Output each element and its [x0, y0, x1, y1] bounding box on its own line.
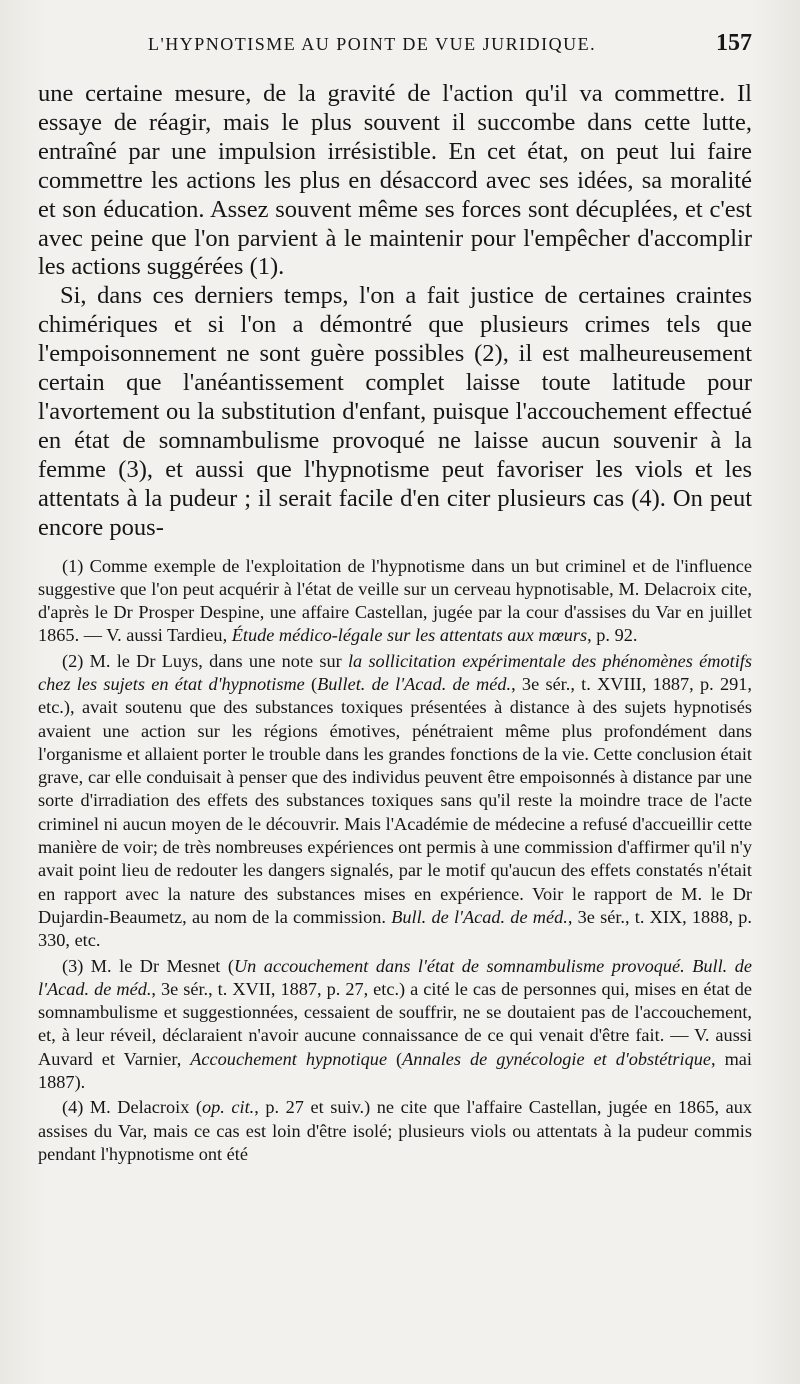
footnote-2-title: la sollicitation expérimentale des phénomènes émotifs chez les sujets en état d'hypnotisme — [38, 650, 752, 694]
footnote-3-text: (3) M. le Dr Mesnet ( — [62, 955, 234, 976]
footnote-4-text: (4) M. Delacroix ( — [62, 1097, 202, 1118]
paragraph-1-end: . — [278, 253, 285, 281]
footnote-ref-3: (3) — [118, 455, 147, 483]
footnote-1-text: (1) Comme exemple de l'exploitation de l'hypnotisme dans un but criminel et de l'influence suggestive que l'on peut acquérir à l'état de veille sur un cerveau hypnotisable, M. Delacroix cite, d'après le Dr Prosper Despine, une affaire Castellan, jugée par la cour d'assises du Var en juillet 1865. — V. aussi Tardieu, — [38, 555, 752, 646]
footnote-3 — [38, 955, 752, 1095]
main-text — [38, 80, 752, 543]
footnote-2-text: (2) M. le Dr Luys, dans une note sur — [62, 650, 348, 671]
footnote-2-text-c: , 3e sér., t. XVIII, 1887, p. 291, etc.), avait soutenu que des substances toxiques présentées à distance à des sujets hypnotisés avaient une action sur les régions émotives, pénétraient même plus profondément dans l'organisme et allaient porter le trouble dans les grandes fonctions de la vie. Cette conclusion était grave, car elle conduisait à penser que des individus peuvent être empoisonnés à distance par une sorte d'irradiation des effets des substances toxiques sans qu'il reste la moindre trace de l'acte criminel ni aucun moyen de le découvrir. Mais l'Académie de médecine a refusé d'accueillir cette manière de voir; de très nombreuses expériences ont permis à une commission d'affirmer qu'il n'y avait point lieu de redouter les dangers signalés, par le motif qu'aucun des effets constatés n'était en rapport avec la nature des substances mises en expérience. Voir le rapport de M. le Dr Dujardin-Beaumetz, au nom de la commission. — [38, 673, 752, 927]
footnote-ref-4: (4) — [631, 484, 660, 512]
footnote-2-text-b: ( — [304, 673, 318, 694]
footnote-2-end: , 3e sér., t. XIX, 1888, p. 330, etc. — [38, 906, 752, 951]
footnote-ref-1: (1) — [249, 253, 279, 281]
footnote-3-end: , mai 1887). — [38, 1048, 752, 1093]
footnote-4-citation: op. cit. — [202, 1097, 255, 1118]
footnote-ref-2: (2) — [474, 340, 503, 368]
footnote-4-end: , p. 27 et suiv.) ne cite que l'affaire Castellan, jugée en 1865, aux assises du Var, mais ce cas est loin d'être isolé; plusieurs viols ou attentats à la pudeur commis pendant l'hypnotisme ont été — [38, 1097, 753, 1164]
footnote-3-text-b: , 3e sér., t. XVII, 1887, p. 27, etc.) a cité le cas de personnes qui, mises en état de somnambulisme et suggestionnées, cessaient de souffrir, ne se doutaient pas de l'accouchement, et, à leur réveil, déclaraient n'avoir aucune connaissance de ce qui venait d'être fait. — V. aussi Auvard et Varnier, — [38, 978, 752, 1069]
paragraph-2-part-a: Si, dans ces derniers temps, l'on a fait justice de certaines craintes chimériques et si l'on a démontré que plusieurs crimes tels que l'empoisonnement ne sont guère possibles — [38, 282, 752, 368]
footnote-3-journal: Annales de gynécologie et d'obstétrique — [402, 1048, 712, 1069]
footnote-2 — [38, 650, 752, 953]
paragraph-1 — [38, 80, 752, 282]
running-title: L'HYPNOTISME AU POINT DE VUE JURIDIQUE. — [148, 34, 597, 54]
footnote-4 — [38, 1096, 752, 1166]
page-header — [38, 30, 752, 72]
footnote-1-title: Étude médico-légale sur les attentats aux mœurs — [231, 625, 588, 646]
page-number: 157 — [716, 30, 752, 56]
paragraph-1-text: une certaine mesure, de la gravité de l'action qu'il va commettre. Il essaye de réagir, mais le plus souvent il succombe dans cette lutte, entraîné par une impulsion irrésistible. En cet état, on peut lui faire commettre les actions les plus en désaccord avec ses idées, sa moralité et son éducation. Assez souvent même ses forces sont décuplées, et c'est avec peine que l'on parvient à le maintenir pour l'empêcher d'accomplir les actions suggérées — [38, 80, 752, 281]
paragraph-2-part-d: . On peut encore pous- — [38, 484, 753, 541]
footnote-1 — [38, 555, 752, 648]
paragraph-2 — [38, 282, 752, 542]
footnote-2-journal: Bullet. de l'Acad. de méd. — [317, 673, 512, 694]
footnotes — [38, 555, 752, 1167]
footnote-2-journal-2: Bull. de l'Acad. de méd. — [391, 906, 568, 927]
footnote-3-title-2: Accouchement hypnotique — [190, 1048, 388, 1069]
footnote-1-end: , p. 92. — [587, 625, 638, 646]
paragraph-2-part-b: , il est malheureusement certain que l'anéantissement complet laisse toute latitude pour l'avortement ou la substitution d'enfant, puisque l'accouchement effectué en état de somnambulisme provoqué ne laisse aucun souvenir à la femme — [38, 340, 753, 483]
footnote-3-title: Un accouchement dans l'état de somnambulisme provoqué. Bull. de l'Acad. de méd. — [38, 955, 752, 999]
footnote-3-text-c: ( — [387, 1048, 403, 1069]
paragraph-2-part-c: , et aussi que l'hypnotisme peut favoriser les viols et les attentats à la pudeur ; il serait facile d'en citer plusieurs cas — [38, 455, 752, 512]
